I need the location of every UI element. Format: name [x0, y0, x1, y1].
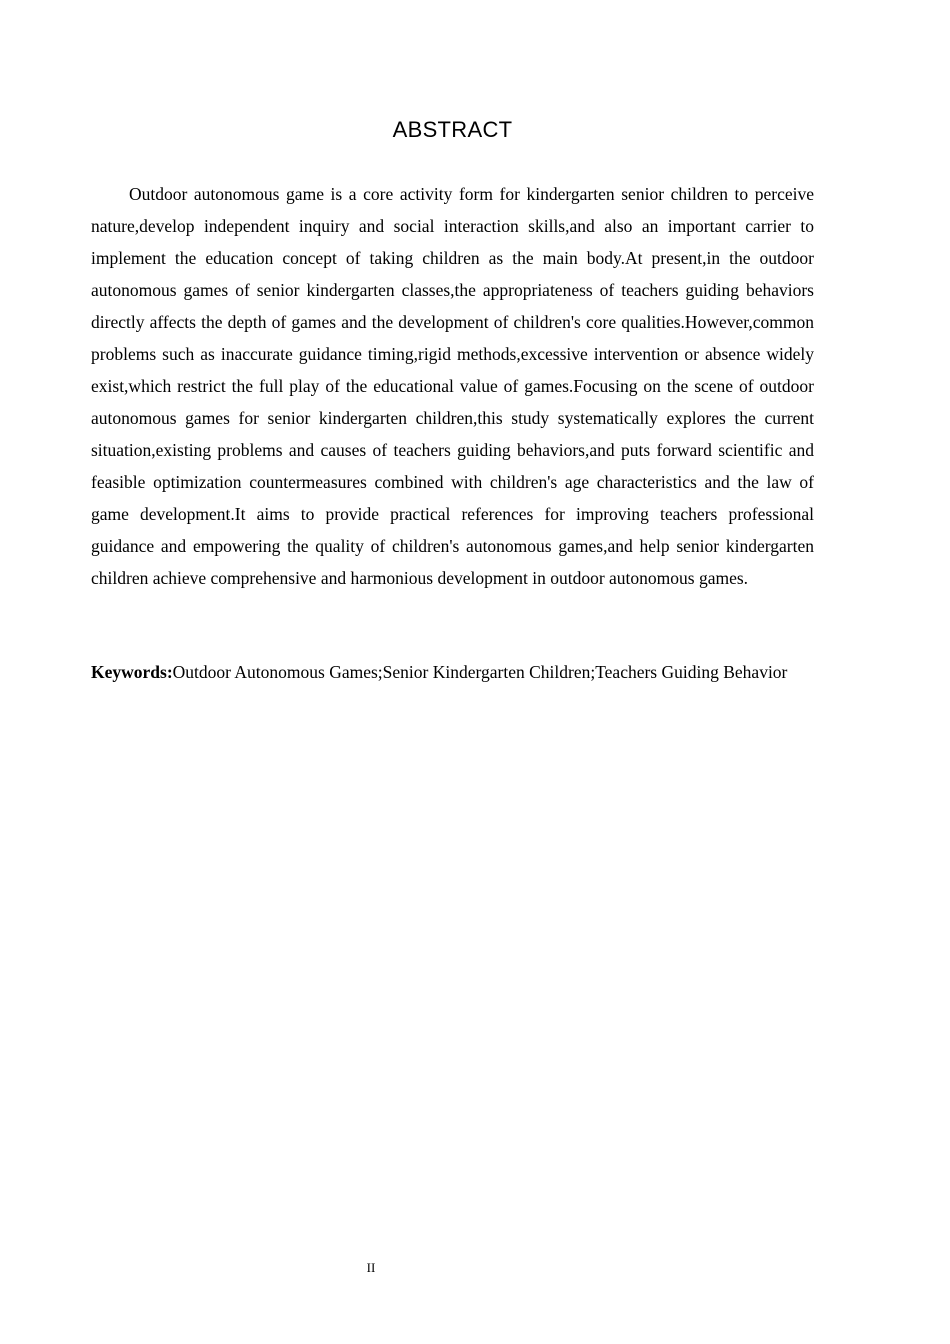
abstract-body: Outdoor autonomous game is a core activity form for kindergarten senior children to perceive nature,develop independent inquiry and social interaction skills,and also an important carrier to implement the education concept of taking children as the main body.At present,in the outdoor autonomous games of senior kindergarten classes,the appropriateness of teachers guiding behaviors directly affects the depth of games and the development of children's core qualities.However,common problems such as inaccurate guidance timing,rigid methods,excessive intervention or absence widely exist,which restrict the full play of the educational value of games.Focusing on the scene of outdoor autonomous games for senior kindergarten children,this study systematically explores the current situation,existing problems and causes of teachers guiding behaviors,and puts forward scientific and feasible optimization countermeasures combined with children's age characteristics and the law of game development.It aims to provide practical references for improving teachers professional guidance and empowering the quality of children's autonomous games,and help senior kindergarten children achieve comprehensive and harmonious development in outdoor autonomous games. — [91, 184, 814, 588]
keywords-text: Outdoor Autonomous Games;Senior Kindergarten Children;Teachers Guiding Behavior — [172, 662, 788, 682]
page-number: II — [366, 1260, 376, 1275]
keywords-line — [91, 656, 814, 688]
abstract-title: ABSTRACT — [392, 117, 513, 142]
keywords-label: Keywords: — [91, 662, 173, 682]
